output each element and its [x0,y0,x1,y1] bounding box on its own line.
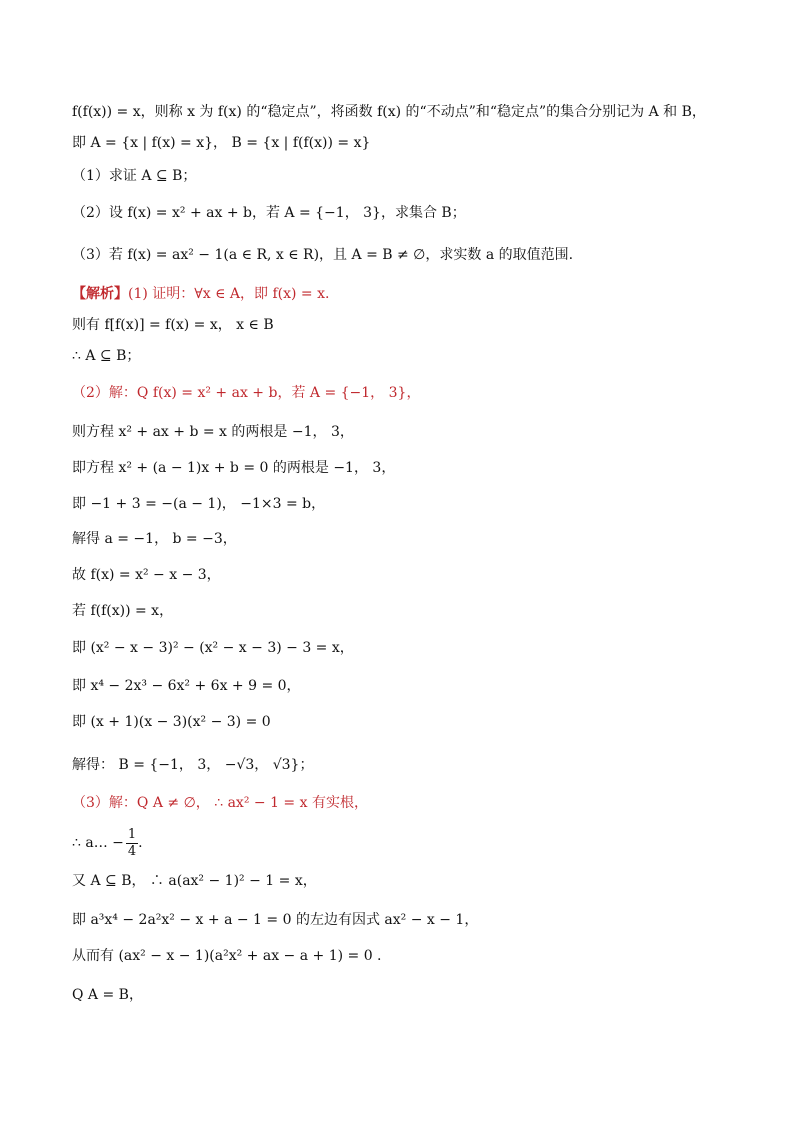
part1-label: (1) 证明：∀x ∈ A，即 f(x) = x. [128,286,330,302]
solution-step: 即 (x² − x − 3)² − (x² − x − 3) − 3 = x， [72,640,354,656]
solution-step: 即方程 x² + (a − 1)x + b = 0 的两根是 −1， 3， [72,460,396,476]
solution-step: 则方程 x² + ax + b = x 的两根是 −1， 3， [72,424,354,440]
solution-step: 即 x⁴ − 2x³ − 6x² + 6x + 9 = 0， [72,678,301,694]
solution-step: 又 A ⊆ B， ∴ a(ax² − 1)² − 1 = x， [72,873,317,889]
solution-part1-heading [72,284,329,304]
question-2: （2）设 f(x) = x² + ax + b，若 A = {−1， 3}，求集合 B； [72,205,466,221]
solution-step: 即 −1 + 3 = −(a − 1)， −1×3 = b， [72,496,326,512]
set-definition-line: 即 A = {x | f(x) = x}， B = {x | f(f(x)) = x} [72,135,371,151]
solution-step: 从而有 (ax² − x − 1)(a²x² + ax − a + 1) = 0 . [72,948,382,964]
fraction: $\frac{1}{4}$ [127,826,137,859]
solution-step: 即 a³x⁴ − 2a²x² − x + a − 1 = 0 的左边有因式 ax² − x − 1， [72,912,479,928]
question-3: （3）若 f(x) = ax² − 1(a ∈ R, x ∈ R)，且 A = B ≠ ∅，求实数 a 的取值范围. [72,247,574,263]
solution-part2-heading: （2）解：Q f(x) = x² + ax + b，若 A = {−1， 3}， [72,385,421,401]
analysis-tag: 【解析】 [72,286,128,302]
solution-step: 解得 a = −1， b = −3， [72,531,237,547]
solution-step: 故 f(x) = x² − x − 3， [72,567,221,583]
solution-step: ∴ A ⊆ B； [72,348,141,364]
solution-step: 则有 f[f(x)] = f(x) = x， x ∈ B [72,317,274,333]
solution-step: 解得： B = {−1， 3， −√3， √3}； [72,757,314,773]
solution-step: 若 f(f(x)) = x， [72,603,174,619]
solution-step: Q A = B， [72,987,143,1003]
question-1: （1）求证 A ⊆ B； [72,168,197,184]
solution-part3-heading: （3）解：Q A ≠ ∅， ∴ ax² − 1 = x 有实根， [72,795,368,811]
problem-intro-line: f(f(x)) = x，则称 x 为 f(x) 的“稳定点”，将函数 f(x) 的“不动点”和“稳定点”的集合分别记为 A 和 B， [72,104,706,120]
solution-step-fraction: ∴ a… − $\frac{1}{4}$ . [72,826,143,859]
solution-step: 即 (x + 1)(x − 3)(x² − 3) = 0 [72,714,271,730]
